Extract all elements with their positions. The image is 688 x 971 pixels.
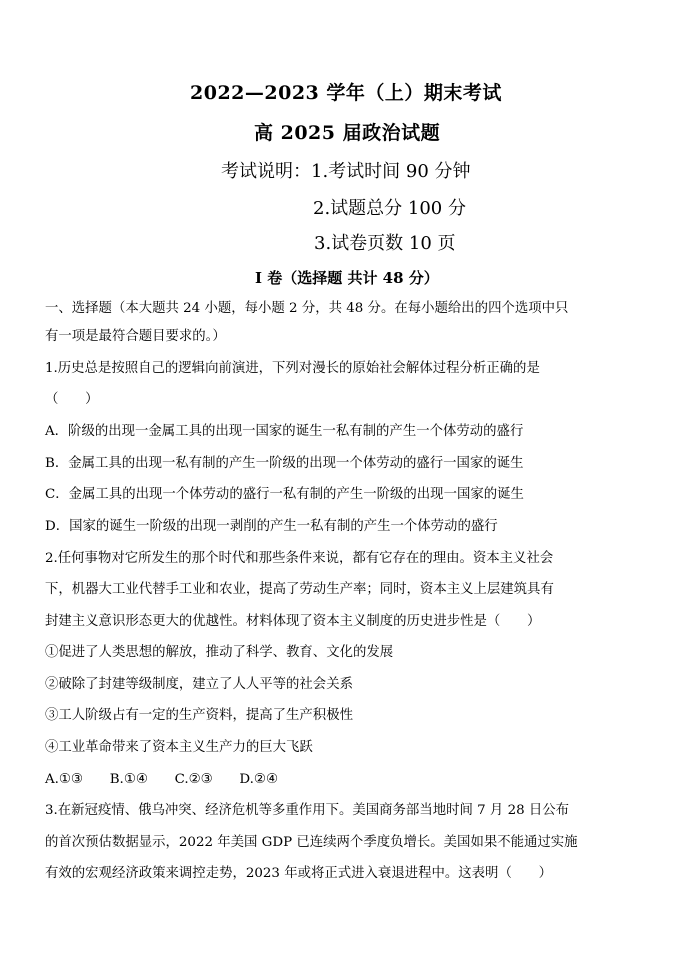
q2-stem-line-2: 下，机器大工业代替手工业和农业，提高了劳动生产率；同时，资本主义上层建筑具有 — [45, 582, 554, 597]
exam-note-3: 3.试卷页数 10 页 — [314, 233, 456, 254]
q2-item-2: ②破除了封建等级制度，建立了人人平等的社会关系 — [45, 677, 353, 692]
q2-item-4: ④工业革命带来了资本主义生产力的巨大飞跃 — [45, 740, 313, 755]
q3-stem-line-1: 3.在新冠疫情、俄乌冲突、经济危机等多重作用下。美国商务部当地时间 7 月 28 日公布 — [45, 803, 570, 818]
exam-note-1: 考试说明：1.考试时间 90 分钟 — [221, 161, 471, 182]
instructions-line-2: 有一项是最符合题目要求的。） — [45, 329, 226, 344]
q2-choices: A.①③ B.①④ C.②③ D.②④ — [45, 772, 278, 787]
q1-option-a: A．阶级的出现一金属工具的出现一国家的诞生一私有制的产生一个体劳动的盛行 — [45, 424, 524, 439]
q2-item-1: ①促进了人类思想的解放，推动了科学、教育、文化的发展 — [45, 645, 394, 660]
exam-subtitle: 高 2025 届政治试题 — [254, 122, 441, 144]
q1-stem-line-1: 1.历史总是按照自己的逻辑向前演进，下列对漫长的原始社会解体过程分析正确的是 — [45, 361, 540, 376]
q1-option-c: C．金属工具的出现一个体劳动的盛行一私有制的产生一阶级的出现一国家的诞生 — [45, 487, 524, 502]
q3-stem-line-3: 有效的宏观经济政策来调控走势，2023 年或将正式进入衰退进程中。这表明（ ） — [45, 866, 553, 881]
instructions-line-1: 一、选择题（本大题共 24 小题，每小题 2 分，共 48 分。在每小题给出的四个选项中只 — [45, 301, 569, 316]
q2-stem-line-1: 2.任何事物对它所发生的那个时代和那些条件来说，都有它存在的理由。资本主义社会 — [45, 551, 554, 566]
section-title: I 卷（选择题 共计 48 分） — [255, 269, 439, 287]
q2-item-3: ③工人阶级占有一定的生产资料，提高了生产积极性 — [45, 708, 353, 723]
exam-note-2: 2.试题总分 100 分 — [313, 198, 466, 219]
q3-stem-line-2: 的首次预估数据显示，2022 年美国 GDP 已连续两个季度负增长。美国如果不能通过实施 — [45, 835, 578, 850]
exam-title: 2022—2023 学年（上）期末考试 — [190, 82, 502, 104]
q1-stem-line-2: （ ） — [45, 392, 99, 407]
q1-option-b: B．金属工具的出现一私有制的产生一阶级的出现一个体劳动的盛行一国家的诞生 — [45, 456, 524, 471]
q1-option-d: D．国家的诞生一阶级的出现一剥削的产生一私有制的产生一个体劳动的盛行 — [45, 519, 498, 534]
q2-stem-line-3: 封建主义意识形态更大的优越性。材料体现了资本主义制度的历史进步性是（ ） — [45, 614, 541, 629]
